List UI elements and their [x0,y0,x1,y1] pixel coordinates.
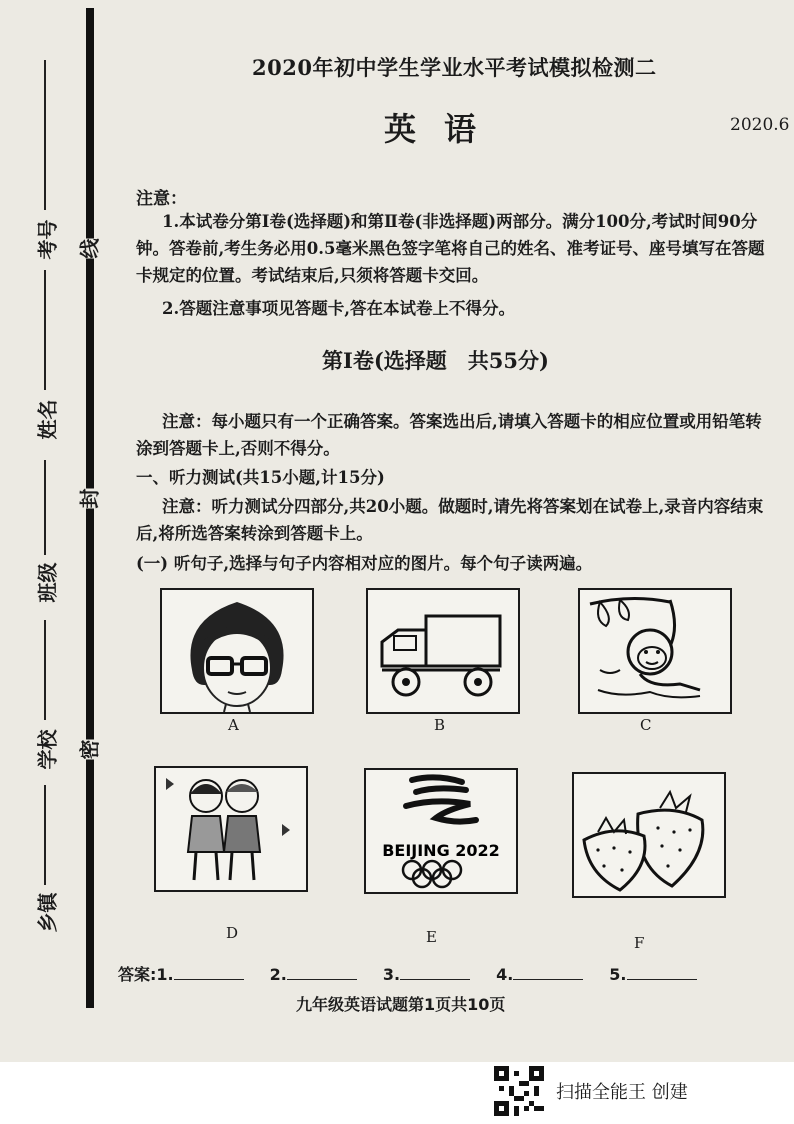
two-kids-icon [156,768,306,890]
field-underline [44,620,46,720]
field-underline [44,270,46,390]
notice-item-1: 1.本试卷分第Ⅰ卷(选择题)和第Ⅱ卷(非选择题)两部分。满分100分,考试时间90分钟。答卷前,考生务必用0.5毫米黑色签字笔将自己的姓名、准考证号、座号填写在答题卡规定的位置。考试结束后,只须将答题卡交回。 [136,212,765,285]
picture-a [160,588,314,714]
answer-blank-5[interactable] [627,979,697,980]
notice-heading: 注意： [136,189,187,209]
side-field-class: 班级 [35,562,60,603]
answer-number-4: 4. [496,965,514,984]
answer-row [118,962,723,985]
side-field-town: 乡镇 [35,892,60,933]
picture-d [154,766,308,892]
picture-e [364,768,518,894]
olympic-logo-text: BEIJING 2022 [382,841,500,860]
exam-date: 2020.6 [730,115,790,135]
picture-e-label: E [426,928,437,946]
answer-blank-1[interactable] [174,979,244,980]
section-title: 第Ⅰ卷(选择题 共55分) [322,348,549,373]
listening-sub-instruction: (一) 听句子,选择与句子内容相对应的图片。每个句子读两遍。 [136,554,593,573]
answer-number-5: 5. [609,965,627,984]
monkey-icon [580,590,730,712]
girl-with-glasses-icon [162,590,312,712]
truck-icon [368,590,518,712]
picture-b [366,588,520,714]
notice-item-2: 2.答题注意事项见答题卡,答在本试卷上不得分。 [162,299,515,318]
binding-mark-line: 线 [72,239,105,259]
answer-number-2: 2. [269,965,287,984]
side-field-school: 学校 [35,729,60,770]
qr-code-icon [494,1066,544,1116]
listening-part-title: 一、听力测试(共15小题,计15分) [136,468,385,487]
picture-f-label: F [634,934,645,952]
field-underline [44,60,46,210]
answer-blank-3[interactable] [400,979,470,980]
picture-f [572,772,726,898]
exam-subject: 英语 [384,110,505,148]
answer-prefix: 答案: [118,965,157,984]
olympic-logo-icon [366,770,516,892]
listening-part-note: 注意：听力测试分四部分,共20小题。做题时,请先将答案划在试卷上,录音内容结束后,将所选答案转涂到答题卡上。 [136,497,764,543]
picture-b-label: B [434,716,446,734]
binding-mark-secret: 密 [72,740,105,760]
exam-title: 2020年初中学生学业水平考试模拟检测二 [252,55,657,80]
strawberries-icon [574,774,724,896]
answer-number-1: 1. [156,965,174,984]
picture-d-label: D [226,924,239,942]
field-underline [44,460,46,555]
side-field-name: 姓名 [35,399,60,440]
answer-number-3: 3. [382,965,401,984]
answer-blank-2[interactable] [287,979,357,980]
picture-a-label: A [228,716,239,734]
binding-mark-seal: 封 [72,489,105,509]
section-note: 注意：每小题只有一个正确答案。答案选出后,请填入答题卡的相应位置或用铅笔转涂到答题卡上,否则不得分。 [136,412,762,458]
picture-c [578,588,732,714]
field-underline [44,785,46,885]
answer-blank-4[interactable] [513,979,583,980]
page-footer: 九年级英语试题第1页共10页 [296,995,506,1014]
scanner-watermark: 扫描全能王 创建 [556,1082,688,1103]
picture-c-label: C [640,716,652,734]
side-field-exam-number: 考号 [35,219,60,260]
